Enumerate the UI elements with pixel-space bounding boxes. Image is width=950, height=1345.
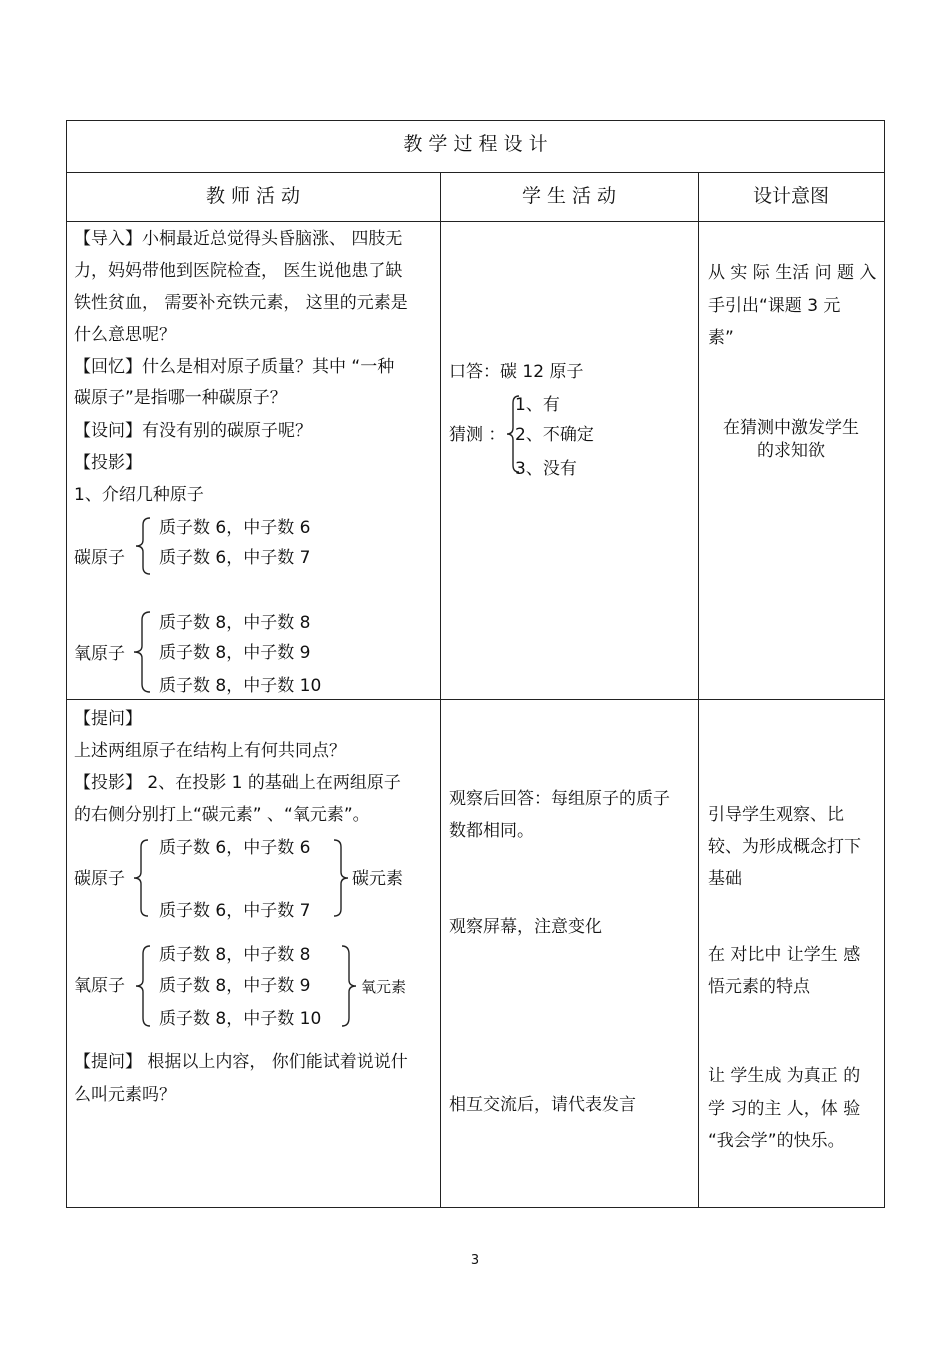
right-brace-icon (340, 944, 358, 1028)
header-student-activity: 学 生 活 动 (521, 185, 617, 207)
student-observe-line: 观察后回答：每组原子的质子 (449, 789, 670, 809)
row2-teacher-line: 的右侧分别打上“碳元素” 、“氧元素”。 (74, 805, 370, 825)
intent-line: 引导学生观察、比 (708, 805, 844, 825)
left-brace-icon (132, 610, 152, 694)
table-title: 教 学 过 程 设 计 (403, 133, 548, 155)
header-teacher-activity: 教 师 活 动 (205, 185, 301, 207)
carbon-isotope-item: 质子数 6，中子数 6 (159, 838, 311, 858)
oxygen-isotope-item: 质子数 8，中子数 10 (159, 676, 322, 696)
oxygen-isotope-item: 质子数 8，中子数 9 (159, 643, 311, 663)
carbon-atom-label: 碳原子 (74, 869, 125, 889)
right-brace-icon (332, 838, 350, 918)
carbon-isotope-item: 质子数 6，中子数 6 (159, 518, 311, 538)
row2-question-line: 【提问】 根据以上内容， 你们能试着说说什 (74, 1052, 408, 1072)
student-discuss: 相互交流后，请代表发言 (449, 1095, 636, 1115)
student-answer: 口答：碳 12 原子 (449, 362, 584, 382)
row1-teacher-line: 【投影】 (74, 453, 142, 473)
row1-teacher-line: 铁性贫血， 需要补充铁元素， 这里的元素是 (74, 293, 408, 313)
row1-teacher-line: 1、介绍几种原子 (74, 485, 204, 505)
intent-line: 基础 (708, 869, 742, 889)
guess-option: 2、不确定 (515, 425, 594, 445)
header-design-intent: 设计意图 (752, 185, 829, 207)
intent-line: 较、为形成概念打下 (708, 837, 861, 857)
row2-teacher-line: 上述两组原子在结构上有何共同点？ (74, 741, 346, 761)
oxygen-atom-label: 氧原子 (74, 644, 125, 664)
row2-teacher-line: 【提问】 (74, 709, 142, 729)
intent-line: 让 学生成 为真正 的 (708, 1066, 861, 1086)
intent-line: 学 习的主 人，体 验 (708, 1099, 861, 1119)
row1-teacher-line: 【设问】有没有别的碳原子呢？ (74, 421, 312, 441)
oxygen-isotope-item: 质子数 8，中子数 9 (159, 976, 311, 996)
intent-line: 素” (708, 328, 734, 348)
student-observe-line: 数都相同。 (449, 821, 534, 841)
left-brace-icon (134, 516, 152, 576)
intent-line: 从 实 际 生活 问 题 入 (708, 263, 877, 283)
intent-line: “我会学”的快乐。 (708, 1131, 845, 1151)
intent-line: 在 对比中 让学生 感 (708, 945, 861, 965)
intent-line: 手引出“课题 3 元 (708, 296, 841, 316)
row1-teacher-line: 【导入】小桐最近总觉得头昏脑涨、 四肢无 (74, 229, 403, 249)
intent-line: 在猜测中激发学生 (723, 418, 859, 438)
intent-line: 的求知欲 (757, 441, 825, 461)
row2-teacher-line: 【投影】 2、在投影 1 的基础上在两组原子 (74, 773, 401, 793)
guess-option: 1、有 (515, 395, 560, 415)
page-number: 3 (470, 1253, 480, 1268)
left-brace-icon (132, 838, 150, 918)
row1-teacher-line: 碳原子”是指哪一种碳原子？ (74, 388, 287, 408)
left-brace-icon (134, 944, 152, 1028)
carbon-element-label: 碳元素 (352, 869, 403, 889)
row1-teacher-line: 【回忆】什么是相对原子质量？其中 “一种 (74, 357, 395, 377)
oxygen-atom-label: 氧原子 (74, 976, 125, 996)
oxygen-isotope-item: 质子数 8，中子数 8 (159, 945, 311, 965)
guess-label: 猜测 ： (449, 425, 506, 445)
intent-line: 悟元素的特点 (708, 977, 810, 997)
oxygen-isotope-item: 质子数 8，中子数 8 (159, 613, 311, 633)
carbon-isotope-item: 质子数 6，中子数 7 (159, 901, 311, 921)
row1-teacher-line: 什么意思呢？ (74, 325, 176, 345)
student-observe-screen: 观察屏幕，注意变化 (449, 917, 602, 937)
oxygen-isotope-item: 质子数 8，中子数 10 (159, 1009, 322, 1029)
oxygen-element-label: 氧元素 (361, 978, 407, 996)
carbon-isotope-item: 质子数 6，中子数 7 (159, 548, 311, 568)
row1-teacher-line: 力，妈妈带他到医院检查， 医生说他患了缺 (74, 261, 403, 281)
carbon-atom-label: 碳原子 (74, 548, 125, 568)
row2-question-line: 么叫元素吗？ (74, 1085, 176, 1105)
guess-option: 3、没有 (515, 459, 577, 479)
